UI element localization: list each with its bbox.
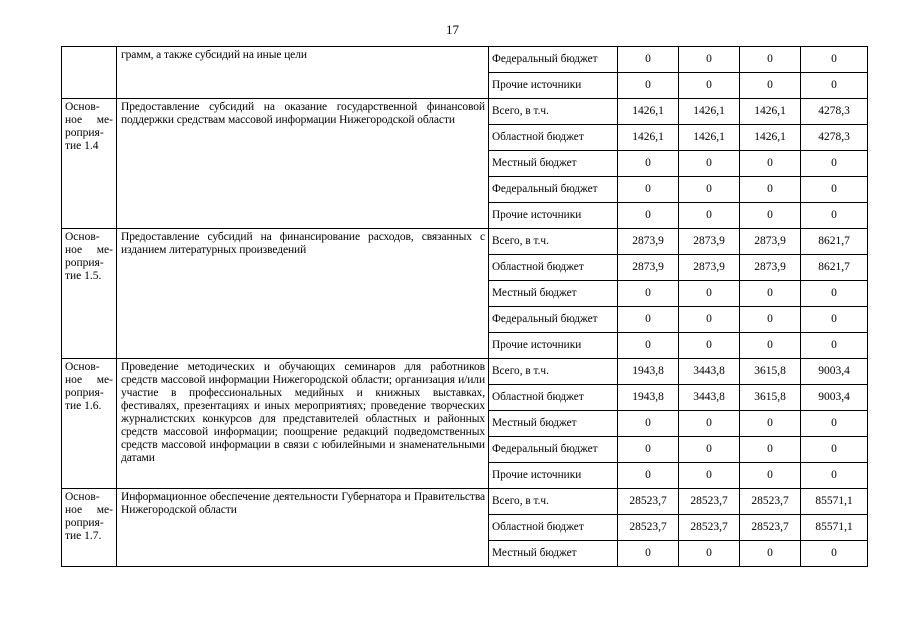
year-value-cell: 1426,1 xyxy=(618,125,679,151)
year-value-cell: 0 xyxy=(618,333,679,359)
year-value-cell: 0 xyxy=(740,151,801,177)
year-value-cell: 0 xyxy=(618,177,679,203)
total-value-cell: 85571,1 xyxy=(801,489,868,515)
year-value-cell: 2873,9 xyxy=(679,229,740,255)
budget-table xyxy=(61,46,868,567)
year-value-cell: 0 xyxy=(740,333,801,359)
year-value-cell: 0 xyxy=(679,151,740,177)
year-value-cell: 0 xyxy=(740,541,801,567)
funding-source-cell: Областной бюджет xyxy=(489,255,618,281)
year-value-cell: 28523,7 xyxy=(618,515,679,541)
year-value-cell: 1943,8 xyxy=(618,385,679,411)
total-value-cell: 9003,4 xyxy=(801,359,868,385)
total-value-cell: 85571,1 xyxy=(801,515,868,541)
year-value-cell: 1426,1 xyxy=(740,99,801,125)
year-value-cell: 0 xyxy=(618,281,679,307)
activity-description-cell: Предоставление субсидий на финансирование расходов, связанных с изданием литературных произведений xyxy=(117,229,489,359)
year-value-cell: 0 xyxy=(740,73,801,99)
year-value-cell: 0 xyxy=(740,411,801,437)
funding-source-cell: Местный бюджет xyxy=(489,151,618,177)
table-row xyxy=(62,489,868,515)
total-value-cell: 0 xyxy=(801,177,868,203)
year-value-cell: 0 xyxy=(618,203,679,229)
year-value-cell: 28523,7 xyxy=(740,489,801,515)
page-number: 17 xyxy=(446,22,459,37)
table-body xyxy=(62,47,868,567)
total-value-cell: 0 xyxy=(801,333,868,359)
total-value-cell: 0 xyxy=(801,307,868,333)
year-value-cell: 3443,8 xyxy=(679,385,740,411)
year-value-cell: 0 xyxy=(740,281,801,307)
funding-source-cell: Прочие источники xyxy=(489,463,618,489)
year-value-cell: 2873,9 xyxy=(679,255,740,281)
total-value-cell: 0 xyxy=(801,151,868,177)
total-value-cell: 0 xyxy=(801,203,868,229)
funding-source-cell: Федеральный бюджет xyxy=(489,307,618,333)
total-value-cell: 8621,7 xyxy=(801,229,868,255)
table-row xyxy=(62,359,868,385)
funding-source-cell: Всего, в т.ч. xyxy=(489,489,618,515)
year-value-cell: 28523,7 xyxy=(679,515,740,541)
year-value-cell: 0 xyxy=(740,463,801,489)
activity-description-cell: Информационное обеспечение деятельности Губернатора и Правительства Нижегородской области xyxy=(117,489,489,567)
activity-code-cell: Основ-ное ме-роприя-тие 1.4 xyxy=(62,99,117,229)
year-value-cell: 0 xyxy=(618,463,679,489)
year-value-cell: 28523,7 xyxy=(618,489,679,515)
year-value-cell: 0 xyxy=(618,411,679,437)
funding-source-cell: Областной бюджет xyxy=(489,515,618,541)
year-value-cell: 0 xyxy=(618,437,679,463)
funding-source-cell: Прочие источники xyxy=(489,203,618,229)
year-value-cell: 1426,1 xyxy=(740,125,801,151)
total-value-cell: 4278,3 xyxy=(801,125,868,151)
year-value-cell: 0 xyxy=(679,203,740,229)
year-value-cell: 0 xyxy=(679,73,740,99)
year-value-cell: 2873,9 xyxy=(740,255,801,281)
year-value-cell: 0 xyxy=(679,47,740,73)
year-value-cell: 28523,7 xyxy=(679,489,740,515)
funding-source-cell: Областной бюджет xyxy=(489,385,618,411)
funding-source-cell: Местный бюджет xyxy=(489,281,618,307)
year-value-cell: 0 xyxy=(679,437,740,463)
year-value-cell: 0 xyxy=(679,411,740,437)
activity-code-cell: Основ-ное ме-роприя-тие 1.7. xyxy=(62,489,117,567)
year-value-cell: 0 xyxy=(679,177,740,203)
year-value-cell: 0 xyxy=(679,541,740,567)
activity-code-cell: Основ-ное ме-роприя-тие 1.6. xyxy=(62,359,117,489)
funding-source-cell: Всего, в т.ч. xyxy=(489,359,618,385)
table-row xyxy=(62,47,868,73)
year-value-cell: 0 xyxy=(740,437,801,463)
year-value-cell: 1426,1 xyxy=(618,99,679,125)
funding-source-cell: Всего, в т.ч. xyxy=(489,229,618,255)
year-value-cell: 0 xyxy=(679,307,740,333)
funding-source-cell: Федеральный бюджет xyxy=(489,437,618,463)
total-value-cell: 0 xyxy=(801,73,868,99)
total-value-cell: 0 xyxy=(801,411,868,437)
table-row xyxy=(62,99,868,125)
year-value-cell: 0 xyxy=(618,151,679,177)
total-value-cell: 0 xyxy=(801,463,868,489)
year-value-cell: 0 xyxy=(740,177,801,203)
year-value-cell: 0 xyxy=(740,47,801,73)
total-value-cell: 8621,7 xyxy=(801,255,868,281)
funding-source-cell: Федеральный бюджет xyxy=(489,177,618,203)
year-value-cell: 0 xyxy=(618,73,679,99)
total-value-cell: 0 xyxy=(801,437,868,463)
year-value-cell: 0 xyxy=(618,541,679,567)
activity-description-cell: Проведение методических и обучающих семинаров для работников средств массовой информации Нижегородской области; организация и/или участие в профессиональных медийных и книжных выставках, фестивалях, презентациях и иных мероприятиях; проведение творческих журналистских конкурсов для представителей областных и районных средств массовой информации; поощрение редакций подведомственных средств массовой информации в связи с юбилейными и знаменательными датами xyxy=(117,359,489,489)
activity-code-cell: Основ-ное ме-роприя-тие 1.5. xyxy=(62,229,117,359)
year-value-cell: 2873,9 xyxy=(618,255,679,281)
year-value-cell: 28523,7 xyxy=(740,515,801,541)
table-row xyxy=(62,229,868,255)
funding-source-cell: Прочие источники xyxy=(489,73,618,99)
total-value-cell: 0 xyxy=(801,281,868,307)
activity-description-cell: Предоставление субсидий на оказание государственной финансовой поддержки средствам массовой информации Нижегородской области xyxy=(117,99,489,229)
activity-code-cell xyxy=(62,47,117,99)
activity-description-cell: грамм, а также субсидий на иные цели xyxy=(117,47,489,99)
year-value-cell: 3615,8 xyxy=(740,359,801,385)
year-value-cell: 0 xyxy=(679,463,740,489)
total-value-cell: 0 xyxy=(801,541,868,567)
funding-source-cell: Прочие источники xyxy=(489,333,618,359)
year-value-cell: 0 xyxy=(679,333,740,359)
year-value-cell: 0 xyxy=(618,307,679,333)
year-value-cell: 0 xyxy=(679,281,740,307)
funding-source-cell: Всего, в т.ч. xyxy=(489,99,618,125)
year-value-cell: 2873,9 xyxy=(618,229,679,255)
total-value-cell: 0 xyxy=(801,47,868,73)
year-value-cell: 1426,1 xyxy=(679,99,740,125)
year-value-cell: 0 xyxy=(740,307,801,333)
total-value-cell: 9003,4 xyxy=(801,385,868,411)
year-value-cell: 1943,8 xyxy=(618,359,679,385)
year-value-cell: 3615,8 xyxy=(740,385,801,411)
year-value-cell: 3443,8 xyxy=(679,359,740,385)
year-value-cell: 2873,9 xyxy=(740,229,801,255)
total-value-cell: 4278,3 xyxy=(801,99,868,125)
funding-source-cell: Местный бюджет xyxy=(489,541,618,567)
funding-source-cell: Местный бюджет xyxy=(489,411,618,437)
year-value-cell: 1426,1 xyxy=(679,125,740,151)
funding-source-cell: Областной бюджет xyxy=(489,125,618,151)
year-value-cell: 0 xyxy=(618,47,679,73)
funding-source-cell: Федеральный бюджет xyxy=(489,47,618,73)
year-value-cell: 0 xyxy=(740,203,801,229)
